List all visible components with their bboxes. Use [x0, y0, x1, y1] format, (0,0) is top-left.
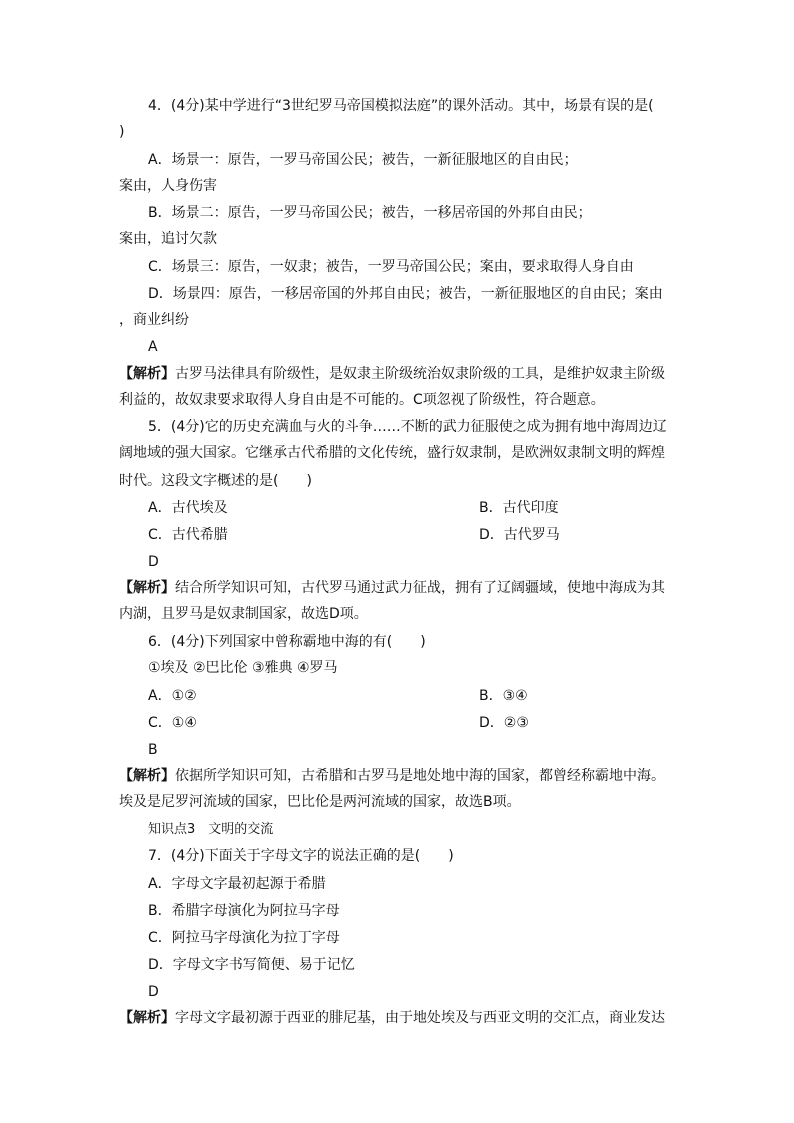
q6-analysis-tag: 【解析】 — [119, 768, 175, 784]
q4-option-d-line2: ，商业纠纷 — [119, 312, 189, 328]
q4-option-c: C．场景三：原告，一奴隶；被告，一罗马帝国公民；案由，要求取得人身自由 — [148, 259, 634, 275]
q7-option-a: A．字母文字最初起源于希腊 — [148, 876, 326, 892]
q6-analysis-line2: 埃及是尼罗河流域的国家，巴比伦是两河流域的国家，故选B项。 — [119, 794, 521, 810]
q4-option-b-line2: 案由，追讨欠款 — [119, 231, 217, 247]
q5-option-d: D．古代罗马 — [479, 527, 560, 543]
q7-option-b: B．希腊字母演化为阿拉马字母 — [148, 903, 340, 919]
q5-option-a: A．古代埃及 — [148, 500, 228, 516]
q5-stem-line2: 阔地域的强大国家。它继承古代希腊的文化传统，盛行奴隶制，是欧洲奴隶制文明的辉煌 — [119, 445, 665, 461]
q6-analysis-text1: 依据所学知识可知，古希腊和古罗马是地处地中海的国家，都曾经称霸地中海。 — [175, 768, 665, 784]
q5-option-c: C．古代希腊 — [148, 527, 228, 543]
q7-option-c: C．阿拉马字母演化为拉丁字母 — [148, 930, 340, 946]
q4-option-d-line1: D．场景四：原告，一移居帝国的外邦自由民；被告，一新征服地区的自由民；案由 — [148, 286, 663, 302]
q7-analysis-line1 — [119, 1008, 665, 1028]
q6-analysis-line1 — [119, 766, 665, 786]
q6-option-b: B．③④ — [479, 688, 528, 704]
q5-answer: D — [148, 554, 159, 570]
q5-analysis-tag: 【解析】 — [119, 580, 175, 596]
q4-option-a-line1: A．场景一：原告，一罗马帝国公民；被告，一新征服地区的自由民； — [148, 152, 578, 168]
q4-answer: A — [148, 339, 158, 355]
q4-analysis-line2: 利益的，故奴隶要求取得人身自由是不可能的。C项忽视了阶级性，符合题意。 — [119, 392, 605, 408]
q4-analysis-text1: 古罗马法律具有阶级性，是奴隶主阶级统治奴隶阶级的工具，是维护奴隶主阶级 — [175, 366, 665, 382]
section-heading: 知识点3 文明的交流 — [148, 822, 274, 837]
q7-option-d: D．字母文字书写简便、易于记忆 — [148, 957, 355, 973]
q4-analysis-line1 — [119, 364, 665, 384]
q5-stem-line3: 时代。这段文字概述的是( ) — [119, 473, 312, 489]
q7-analysis-tag: 【解析】 — [119, 1010, 175, 1026]
q6-option-d: D．②③ — [479, 715, 529, 731]
q7-stem: 7．(4分)下面关于字母文字的说法正确的是( ) — [148, 848, 454, 864]
q6-option-c: C．①④ — [148, 715, 197, 731]
q6-items: ①埃及 ②巴比伦 ③雅典 ④罗马 — [148, 660, 338, 676]
q5-analysis-line2: 内湖，且罗马是奴隶制国家，故选D项。 — [119, 606, 368, 622]
q4-option-b-line1: B．场景二：原告，一罗马帝国公民；被告，一移居帝国的外邦自由民； — [148, 205, 592, 221]
q5-option-b: B．古代印度 — [479, 500, 559, 516]
q5-analysis-text1: 结合所学知识可知，古代罗马通过武力征战，拥有了辽阔疆域，使地中海成为其 — [175, 580, 665, 596]
q5-stem-line1: 5．(4分)它的历史充满血与火的斗争……不断的武力征服使之成为拥有地中海周边辽 — [148, 419, 667, 435]
q4-stem-line2: ) — [119, 124, 125, 140]
q4-analysis-tag: 【解析】 — [119, 366, 175, 382]
q6-answer: B — [148, 742, 158, 758]
q6-stem: 6．(4分)下列国家中曾称霸地中海的有( ) — [148, 634, 426, 650]
q7-answer: D — [148, 984, 159, 1000]
q5-analysis-line1 — [119, 578, 665, 598]
q7-analysis-text1: 字母文字最初源于西亚的腓尼基，由于地处埃及与西亚文明的交汇点，商业发达 — [175, 1010, 665, 1026]
q6-option-a: A．①② — [148, 688, 197, 704]
q4-stem-line1: 4．(4分)某中学进行“3世纪罗马帝国模拟法庭”的课外活动。其中，场景有误的是( — [148, 98, 654, 114]
q4-option-a-line2: 案由，人身伤害 — [119, 178, 217, 194]
